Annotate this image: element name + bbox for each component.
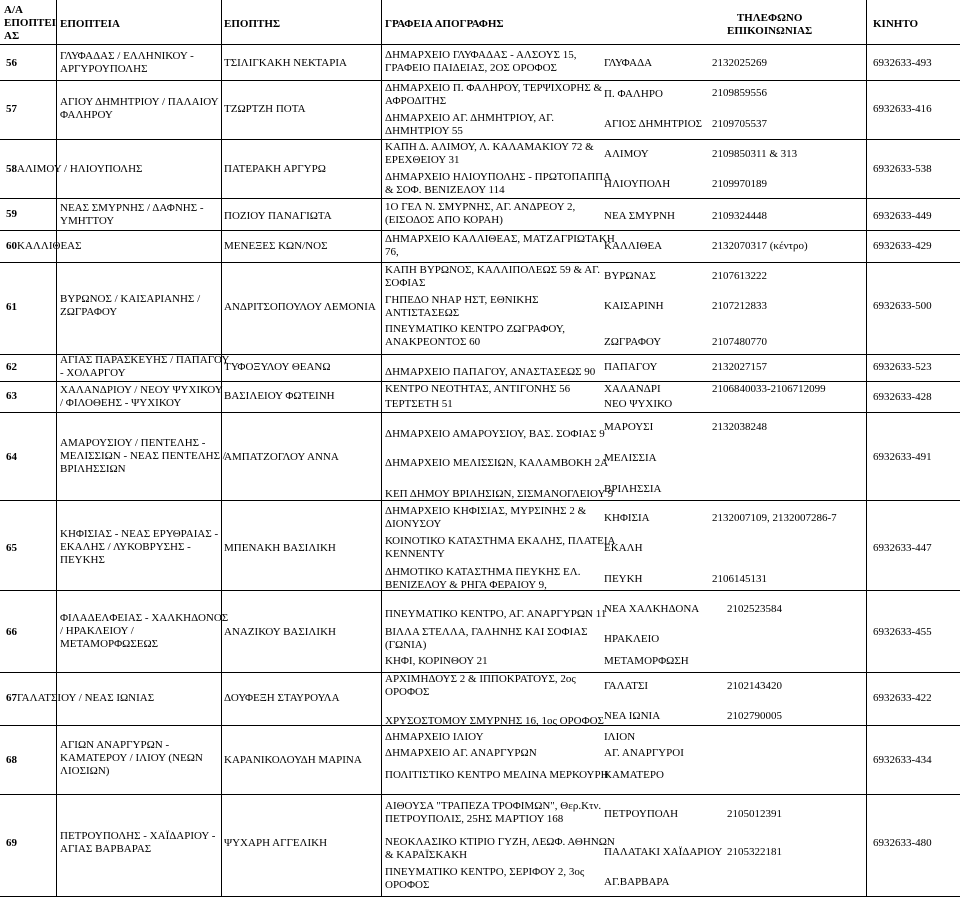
phone-number: 2109705537	[712, 118, 767, 130]
office-address: ΚΕΝΤΡΟ ΝΕΟΤΗΤΑΣ, ΑΝΤΙΓΟΝΗΣ 56	[385, 383, 571, 395]
row-mobile: 6932633-455	[873, 626, 932, 638]
office-address: ΚΟΙΝΟΤΙΚΟ ΚΑΤΑΣΤΗΜΑ ΕΚΑΛΗΣ, ΠΛΑΤΕΙΑ ΚΕΝΝΕΝΤΥ	[385, 535, 616, 560]
office-address: ΧΡΥΣΟΣΤΟΜΟΥ ΣΜΥΡΝΗΣ 16, 1ος ΟΡΟΦΟΣ	[385, 715, 604, 727]
phone-place: ΗΡΑΚΛΕΙΟ	[604, 633, 660, 645]
row-epopteia: ΓΑΛΑΤΣΙΟΥ / ΝΕΑΣ ΙΩΝΙΑΣ	[17, 692, 155, 704]
office-address: ΚΗΦΙ, ΚΟΡΙΝΘΟΥ 21	[385, 655, 488, 667]
rule-63	[0, 412, 960, 413]
office-address: ΔΗΜΑΡΧΕΙΟ ΚΗΦΙΣΙΑΣ, ΜΥΡΣΙΝΗΣ 2 & ΔΙΟΝΥΣΟΥ	[385, 505, 587, 530]
rule-59	[0, 230, 960, 231]
row-number: 58	[6, 163, 17, 175]
office-address: ΔΗΜΑΡΧΕΙΟ ΓΛΥΦΑΔΑΣ - ΑΛΣΟΥΣ 15, ΓΡΑΦΕΙΟ ΠΑΙΔΕΙΑΣ, 2ΟΣ ΟΡΟΦΟΣ	[385, 49, 577, 74]
row-epoptis: ΠΟΖΙΟΥ ΠΑΝΑΓΙΩΤΑ	[224, 210, 332, 222]
office-address: ΠΝΕΥΜΑΤΙΚΟ ΚΕΝΤΡΟ ΖΩΓΡΑΦΟΥ, ΑΝΑΚΡΕΟΝΤΟΣ 60	[385, 323, 566, 348]
phone-place: ΑΓ. ΑΝΑΡΓΥΡΟΙ	[604, 747, 684, 759]
header-epoptis: ΕΠΟΠΤΗΣ	[224, 18, 281, 30]
row-epoptis: ΤΣΙΛΙΓΚΑΚΗ ΝΕΚΤΑΡΙΑ	[224, 57, 347, 69]
phone-number: 2105012391	[727, 808, 782, 820]
phone-number: 2102790005	[727, 710, 782, 722]
office-address: ΠΟΛΙΤΙΣΤΙΚΟ ΚΕΝΤΡΟ ΜΕΛΙΝΑ ΜΕΡΚΟΥΡΗ	[385, 769, 609, 781]
office-address: ΔΗΜΑΡΧΕΙΟ ΗΛΙΟΥΠΟΛΗΣ - ΠΡΩΤΟΠΑΠΠΑ & ΣΟΦ. ΒΕΝΙΖΕΛΟΥ 114	[385, 171, 612, 196]
row-epopteia: ΚΑΛΛΙΘΕΑΣ	[17, 240, 82, 252]
rule-header	[0, 44, 960, 45]
office-address: ΔΗΜΑΡΧΕΙΟ ΑΜΑΡΟΥΣΙΟΥ, ΒΑΣ. ΣΟΦΙΑΣ 9	[385, 428, 605, 440]
row-mobile: 6932633-428	[873, 391, 932, 403]
phone-place: ΜΕΤΑΜΟΡΦΩΣΗ	[604, 655, 689, 667]
phone-number: 2132027157	[712, 361, 767, 373]
rule-60	[0, 262, 960, 263]
row-epopteia: ΑΜΑΡΟΥΣΙΟΥ / ΠΕΝΤΕΛΗΣ - ΜΕΛΙΣΣΙΩΝ - ΝΕΑΣ ΠΕΝΤΕΛΗΣ / ΒΡΙΛΗΣΣΙΩΝ	[60, 437, 226, 475]
row-epopteia: ΑΓΙΑΣ ΠΑΡΑΣΚΕΥΗΣ / ΠΑΠΑΓΟΥ - ΧΟΛΑΡΓΟΥ	[60, 354, 230, 379]
row-epopteia: ΝΕΑΣ ΣΜΥΡΝΗΣ / ΔΑΦΝΗΣ - ΥΜΗΤΤΟΥ	[60, 202, 204, 227]
office-address: ΤΕΡΤΣΕΤΗ 51	[385, 398, 453, 410]
row-epoptis: ΜΕΝΕΞΕΣ ΚΩΝ/ΝΟΣ	[224, 240, 328, 252]
phone-place: ΙΛΙΟΝ	[604, 731, 636, 743]
phone-number: 2132038248	[712, 421, 767, 433]
row-epopteia: ΧΑΛΑΝΔΡΙΟΥ / ΝΕΟΥ ΨΥΧΙΚΟΥ / ΦΙΛΟΘΕΗΣ - ΨΥΧΙΚΟΥ	[60, 384, 223, 409]
phone-number: 2102523584	[727, 603, 782, 615]
row-number: 64	[6, 451, 17, 463]
row-number: 69	[6, 837, 17, 849]
row-mobile: 6932633-480	[873, 837, 932, 849]
phone-number: 2106145131	[712, 573, 767, 585]
phone-number: 2109324448	[712, 210, 767, 222]
row-mobile: 6932633-416	[873, 103, 932, 115]
phone-place: ΚΗΦΙΣΙΑ	[604, 512, 650, 524]
phone-place: ΠΑΛΑΤΑΚΙ ΧΑΪΔΑΡΙΟΥ	[604, 846, 723, 858]
row-epoptis: ΜΠΕΝΑΚΗ ΒΑΣΙΛΙΚΗ	[224, 542, 336, 554]
row-number: 63	[6, 390, 17, 402]
phone-place: ΚΑΜΑΤΕΡΟ	[604, 769, 664, 781]
office-address: ΚΕΠ ΔΗΜΟΥ ΒΡΙΛΗΣΙΩΝ, ΣΙΣΜΑΝΟΓΛΕΙΟΥ 9	[385, 488, 614, 500]
phone-place: ΠΑΠΑΓΟΥ	[604, 361, 658, 373]
phone-place: ΖΩΓΡΑΦΟΥ	[604, 336, 662, 348]
phone-number: 2107212833	[712, 300, 767, 312]
phone-place: ΧΑΛΑΝΔΡΙ	[604, 383, 661, 395]
phone-number: 2102143420	[727, 680, 782, 692]
office-address: ΠΝΕΥΜΑΤΙΚΟ ΚΕΝΤΡΟ, ΑΓ. ΑΝΑΡΓΥΡΩΝ 11	[385, 608, 607, 620]
office-address: ΒΙΛΛΑ ΣΤΕΛΛΑ, ΓΑΛΗΝΗΣ ΚΑΙ ΣΟΦΙΑΣ (ΓΩΝΙΑ)	[385, 626, 588, 651]
header-kinito: ΚΙΝΗΤΟ	[873, 18, 919, 30]
row-epopteia: ΑΓΙΟΥ ΔΗΜΗΤΡΙΟΥ / ΠΑΛΑΙΟΥ ΦΑΛΗΡΟΥ	[60, 96, 219, 121]
row-epoptis: ΒΑΣΙΛΕΙΟΥ ΦΩΤΕΙΝΗ	[224, 390, 335, 402]
row-number: 62	[6, 361, 17, 373]
row-epoptis: ΔΟΥΦΕΞΗ ΣΤΑΥΡΟΥΛΑ	[224, 692, 340, 704]
rule-62	[0, 381, 960, 382]
office-address: ΔΗΜΑΡΧΕΙΟ ΙΛΙΟΥ	[385, 731, 484, 743]
rule-68	[0, 794, 960, 795]
office-address: ΔΗΜΑΡΧΕΙΟ ΠΑΠΑΓΟΥ, ΑΝΑΣΤΑΣΕΩΣ 90	[385, 366, 596, 378]
office-address: ΔΗΜΑΡΧΕΙΟ Π. ΦΑΛΗΡΟΥ, ΤΕΡΨΙΧΟΡΗΣ & ΑΦΡΟΔΙΤΗΣ	[385, 82, 603, 107]
phone-place: ΜΕΛΙΣΣΙΑ	[604, 452, 657, 464]
header-tilefono: ΤΗΛΕΦΩΝΟ ΕΠΙΚΟΙΝΩΝΙΑΣ	[727, 12, 813, 37]
row-epoptis: ΑΝΔΡΙΤΣΟΠΟΥΛΟΥ ΛΕΜΟΝΙΑ	[224, 301, 376, 313]
phone-place: ΓΑΛΑΤΣΙ	[604, 680, 649, 692]
phone-number: 2132007109, 2132007286-7	[712, 512, 837, 524]
office-address: ΑΡΧΙΜΗΔΟΥΣ 2 & ΙΠΠΟΚΡΑΤΟΥΣ, 2ος ΟΡΟΦΟΣ	[385, 673, 576, 698]
row-epopteia: ΠΕΤΡΟΥΠΟΛΗΣ - ΧΑΪΔΑΡΙΟΥ - ΑΓΙΑΣ ΒΑΡΒΑΡΑΣ	[60, 830, 216, 855]
office-address: ΔΗΜΑΡΧΕΙΟ ΑΓ. ΔΗΜΗΤΡΙΟΥ, ΑΓ. ΔΗΜΗΤΡΙΟΥ 55	[385, 112, 554, 137]
phone-place: ΝΕΑ ΣΜΥΡΝΗ	[604, 210, 675, 222]
phone-place: ΝΕΑ ΧΑΛΚΗΔΟΝΑ	[604, 603, 700, 615]
phone-number: 2105322181	[727, 846, 782, 858]
row-mobile: 6932633-422	[873, 692, 932, 704]
row-epopteia: ΑΛΙΜΟΥ / ΗΛΙΟΥΠΟΛΗΣ	[17, 163, 143, 175]
phone-place: ΕΚΑΛΗ	[604, 542, 643, 554]
row-epoptis: ΠΑΤΕΡΑΚΗ ΑΡΓΥΡΩ	[224, 163, 326, 175]
phone-number: 2109970189	[712, 178, 767, 190]
row-mobile: 6932633-538	[873, 163, 932, 175]
row-number: 57	[6, 103, 17, 115]
rule-col-4	[866, 0, 867, 897]
rule-col-3	[381, 0, 382, 897]
row-mobile: 6932633-429	[873, 240, 932, 252]
phone-place: ΝΕΟ ΨΥΧΙΚΟ	[604, 398, 673, 410]
office-address: ΚΑΠΗ Δ. ΑΛΙΜΟΥ, Λ. ΚΑΛΑΜΑΚΙΟΥ 72 & ΕΡΕΧΘΕΙΟΥ 31	[385, 141, 594, 166]
row-epopteia: ΓΛΥΦΑΔΑΣ / ΕΛΛΗΝΙΚΟΥ - ΑΡΓΥΡΟΥΠΟΛΗΣ	[60, 50, 194, 75]
phone-place: ΒΡΙΛΗΣΣΙΑ	[604, 483, 662, 495]
phone-number: 2132070317 (κέντρο)	[712, 240, 808, 252]
row-number: 60	[6, 240, 17, 252]
row-epopteia: ΒΥΡΩΝΟΣ / ΚΑΙΣΑΡΙΑΝΗΣ / ΖΩΓΡΑΦΟΥ	[60, 293, 201, 318]
row-epoptis: ΚΑΡΑΝΙΚΟΛΟΥΔΗ ΜΑΡΙΝΑ	[224, 754, 362, 766]
office-address: ΔΗΜΑΡΧΕΙΟ ΜΕΛΙΣΣΙΩΝ, ΚΑΛΑΜΒΟΚΗ 2Α	[385, 457, 609, 469]
row-epoptis: ΤΥΦΟΞΥΛΟΥ ΘΕΑΝΩ	[224, 361, 331, 373]
rule-57	[0, 139, 960, 140]
office-address: ΝΕΟΚΛΑΣΙΚΟ ΚΤΙΡΙΟ ΓΥΖΗ, ΛΕΩΦ. ΑΘΗΝΩΝ & ΚΑΡΑΪΣΚΑΚΗ	[385, 836, 615, 861]
rule-col-1	[56, 0, 57, 897]
office-address: ΔΗΜΑΡΧΕΙΟ ΑΓ. ΑΝΑΡΓΥΡΩΝ	[385, 747, 537, 759]
phone-place: ΑΓ.ΒΑΡΒΑΡΑ	[604, 876, 670, 888]
phone-place: ΗΛΙΟΥΠΟΛΗ	[604, 178, 671, 190]
phone-place: ΓΛΥΦΑΔΑ	[604, 57, 653, 69]
office-address: ΔΗΜΑΡΧΕΙΟ ΚΑΛΛΙΘΕΑΣ, ΜΑΤΖΑΓΡΙΩΤΑΚΗ 76,	[385, 233, 615, 258]
phone-place: ΠΕΤΡΟΥΠΟΛΗ	[604, 808, 679, 820]
phone-place: ΜΑΡΟΥΣΙ	[604, 421, 654, 433]
rule-56	[0, 80, 960, 81]
row-epoptis: ΑΝΑΖΙΚΟΥ ΒΑΣΙΛΙΚΗ	[224, 626, 336, 638]
row-number: 67	[6, 692, 17, 704]
row-number: 61	[6, 301, 17, 313]
phone-place: ΠΕΥΚΗ	[604, 573, 643, 585]
office-address: ΑΙΘΟΥΣΑ "ΤΡΑΠΕΖΑ ΤΡΟΦΙΜΩΝ", Θερ.Κτν. ΠΕΤΡΟΥΠΟΛΙΣ, 25ΗΣ ΜΑΡΤΙΟΥ 168	[385, 800, 602, 825]
rule-58	[0, 198, 960, 199]
row-mobile: 6932633-523	[873, 361, 932, 373]
phone-place: ΚΑΙΣΑΡΙΝΗ	[604, 300, 664, 312]
header-epopteia: ΕΠΟΠΤΕΙΑ	[60, 18, 120, 30]
phone-number: 2109850311 & 313	[712, 148, 798, 160]
row-epoptis: ΤΖΩΡΤΖΗ ΠΟΤΑ	[224, 103, 306, 115]
row-number: 65	[6, 542, 17, 554]
row-number: 66	[6, 626, 17, 638]
phone-place: ΒΥΡΩΝΑΣ	[604, 270, 656, 282]
row-mobile: 6932633-500	[873, 300, 932, 312]
phone-number: 2107480770	[712, 336, 767, 348]
phone-number: 2132025269	[712, 57, 767, 69]
office-address: 1Ο ΓΕΛ Ν. ΣΜΥΡΝΗΣ, ΑΓ. ΑΝΔΡΕΟΥ 2, (ΕΙΣΟΔΟΣ ΑΠΟ ΚΟΡΑΗ)	[385, 201, 576, 226]
rule-bottom	[0, 896, 960, 897]
row-mobile: 6932633-449	[873, 210, 932, 222]
row-mobile: 6932633-447	[873, 542, 932, 554]
phone-place: Π. ΦΑΛΗΡΟ	[604, 88, 663, 100]
phone-number: 2107613222	[712, 270, 767, 282]
row-epoptis: ΨΥΧΑΡΗ ΑΓΓΕΛΙΚΗ	[224, 837, 328, 849]
row-number: 56	[6, 57, 17, 69]
row-epoptis: ΑΜΠΑΤΖΟΓΛΟΥ ΑΝΝΑ	[224, 451, 339, 463]
phone-number: 2106840033-2106712099	[712, 383, 826, 395]
row-number: 68	[6, 754, 17, 766]
row-epopteia: ΦΙΛΑΔΕΛΦΕΙΑΣ - ΧΑΛΚΗΔΟΝΟΣ / ΗΡΑΚΛΕΙΟΥ / ΜΕΤΑΜΟΡΦΩΣΕΩΣ	[60, 612, 229, 650]
row-number: 59	[6, 208, 17, 220]
row-mobile: 6932633-434	[873, 754, 932, 766]
row-epopteia: ΑΓΙΩΝ ΑΝΑΡΓΥΡΩΝ - ΚΑΜΑΤΕΡΟΥ / ΙΛΙΟΥ (ΝΕΩΝ ΛΙΟΣΙΩΝ)	[60, 739, 203, 777]
header-grafeia: ΓΡΑΦΕΙΑ ΑΠΟΓΡΑΦΗΣ	[385, 18, 504, 30]
office-address: ΠΝΕΥΜΑΤΙΚΟ ΚΕΝΤΡΟ, ΣΕΡΙΦΟΥ 2, 3ος ΟΡΟΦΟΣ	[385, 866, 585, 891]
row-epopteia: ΚΗΦΙΣΙΑΣ - ΝΕΑΣ ΕΡΥΘΡΑΙΑΣ - ΕΚΑΛΗΣ / ΛΥΚΟΒΡΥΣΗΣ - ΠΕΥΚΗΣ	[60, 528, 219, 566]
office-address: ΓΗΠΕΔΟ ΝΗΑΡ ΗΣΤ, ΕΘΝΙΚΗΣ ΑΝΤΙΣΤΑΣΕΩΣ	[385, 294, 539, 319]
phone-place: ΑΛΙΜΟΥ	[604, 148, 649, 160]
office-address: ΔΗΜΟΤΙΚΟ ΚΑΤΑΣΤΗΜΑ ΠΕΥΚΗΣ ΕΛ. ΒΕΝΙΖΕΛΟΥ & ΡΗΓΑ ΦΕΡΑΙΟΥ 9,	[385, 566, 581, 591]
phone-place: ΝΕΑ ΙΩΝΙΑ	[604, 710, 661, 722]
phone-number: 2109859556	[712, 87, 767, 99]
phone-place: ΑΓΙΟΣ ΔΗΜΗΤΡΙΟΣ	[604, 118, 703, 130]
phone-place: ΚΑΛΛΙΘΕΑ	[604, 240, 663, 252]
header-aa: Α/Α ΕΠΟΠΤΕΙ ΑΣ	[4, 4, 56, 42]
row-mobile: 6932633-491	[873, 451, 932, 463]
office-address: ΚΑΠΗ ΒΥΡΩΝΟΣ, ΚΑΛΛΙΠΟΛΕΩΣ 59 & ΑΓ. ΣΟΦΙΑΣ	[385, 264, 600, 289]
row-mobile: 6932633-493	[873, 57, 932, 69]
